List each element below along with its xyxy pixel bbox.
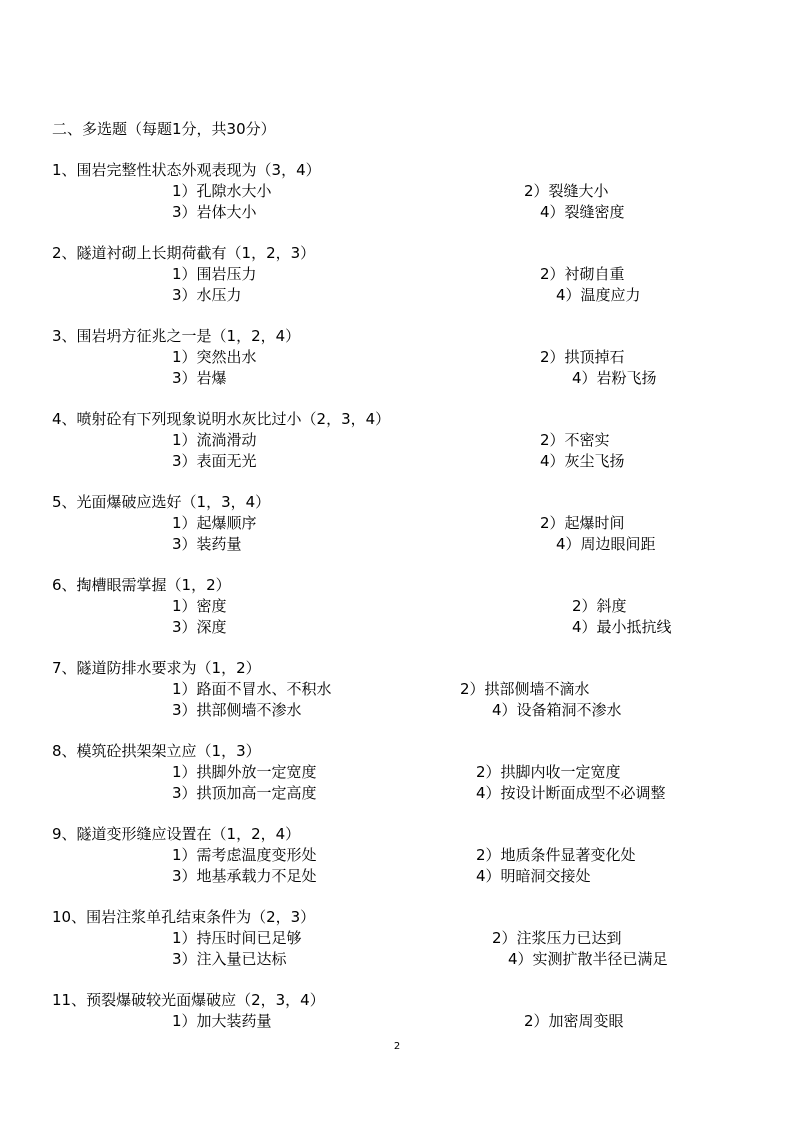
option-4: 4）温度应力	[556, 286, 641, 304]
question-10	[52, 907, 752, 970]
question-8	[52, 741, 752, 804]
option-1: 1）流淌滑动	[172, 431, 257, 449]
option-3: 3）拱顶加高一定高度	[172, 784, 317, 802]
question-5	[52, 492, 752, 555]
question-text: 6、掏槽眼需掌握（1，2）	[52, 576, 231, 594]
page-number: 2	[393, 1041, 401, 1052]
option-4: 4）岩粉飞扬	[572, 369, 657, 387]
option-1: 1）需考虑温度变形处	[172, 846, 317, 864]
option-1: 1）起爆顺序	[172, 514, 257, 532]
option-3: 3）表面无光	[172, 452, 257, 470]
option-4: 4）灰尘飞扬	[540, 452, 625, 470]
option-1: 1）加大装药量	[172, 1012, 272, 1030]
question-text: 3、围岩坍方征兆之一是（1，2，4）	[52, 327, 301, 345]
question-text: 5、光面爆破应选好（1，3，4）	[52, 493, 271, 511]
question-text: 9、隧道变形缝应设置在（1，2，4）	[52, 825, 301, 843]
option-4: 4）设备箱洞不渗水	[492, 701, 622, 719]
option-4: 4）明暗洞交接处	[476, 867, 591, 885]
option-1: 1）路面不冒水、不积水	[172, 680, 332, 698]
question-text: 2、隧道衬砌上长期荷截有（1，2，3）	[52, 244, 316, 262]
option-1: 1）密度	[172, 597, 227, 615]
option-3: 3）水压力	[172, 286, 242, 304]
option-2: 2）不密实	[540, 431, 610, 449]
option-3: 3）注入量已达标	[172, 950, 287, 968]
option-2: 2）加密周变眼	[524, 1012, 624, 1030]
option-4: 4）最小抵抗线	[572, 618, 672, 636]
option-1: 1）围岩压力	[172, 265, 257, 283]
section-title: 二、多选题（每题1分，共30分）	[52, 120, 276, 138]
question-text: 4、喷射砼有下列现象说明水灰比过小（2，3，4）	[52, 410, 391, 428]
question-4	[52, 409, 752, 472]
option-2: 2）拱部侧墙不滴水	[460, 680, 590, 698]
question-7	[52, 658, 752, 721]
option-3: 3）岩体大小	[172, 203, 257, 221]
question-text: 1、围岩完整性状态外观表现为（3，4）	[52, 161, 321, 179]
question-3	[52, 326, 752, 389]
option-4: 4）实测扩散半径已满足	[508, 950, 668, 968]
option-3: 3）深度	[172, 618, 227, 636]
option-4: 4）按设计断面成型不必调整	[476, 784, 666, 802]
option-4: 4）周边眼间距	[556, 535, 656, 553]
question-text: 7、隧道防排水要求为（1，2）	[52, 659, 261, 677]
question-11	[52, 990, 752, 1032]
question-1	[52, 160, 752, 223]
option-3: 3）装药量	[172, 535, 242, 553]
option-1: 1）突然出水	[172, 348, 257, 366]
question-text: 8、模筑砼拱架架立应（1，3）	[52, 742, 261, 760]
option-4: 4）裂缝密度	[540, 203, 625, 221]
question-2	[52, 243, 752, 306]
option-2: 2）地质条件显著变化处	[476, 846, 636, 864]
option-2: 2）拱顶掉石	[540, 348, 625, 366]
option-3: 3）地基承载力不足处	[172, 867, 317, 885]
option-2: 2）注浆压力已达到	[492, 929, 622, 947]
option-2: 2）斜度	[572, 597, 627, 615]
option-2: 2）衬砌自重	[540, 265, 625, 283]
question-text: 10、围岩注浆单孔结束条件为（2，3）	[52, 908, 316, 926]
question-9	[52, 824, 752, 887]
option-2: 2）起爆时间	[540, 514, 625, 532]
question-6	[52, 575, 752, 638]
option-1: 1）孔隙水大小	[172, 182, 272, 200]
option-1: 1）持压时间已足够	[172, 929, 302, 947]
option-1: 1）拱脚外放一定宽度	[172, 763, 317, 781]
option-3: 3）拱部侧墙不渗水	[172, 701, 302, 719]
option-3: 3）岩爆	[172, 369, 227, 387]
question-text: 11、预裂爆破较光面爆破应（2，3，4）	[52, 991, 325, 1009]
option-2: 2）裂缝大小	[524, 182, 609, 200]
option-2: 2）拱脚内收一定宽度	[476, 763, 621, 781]
